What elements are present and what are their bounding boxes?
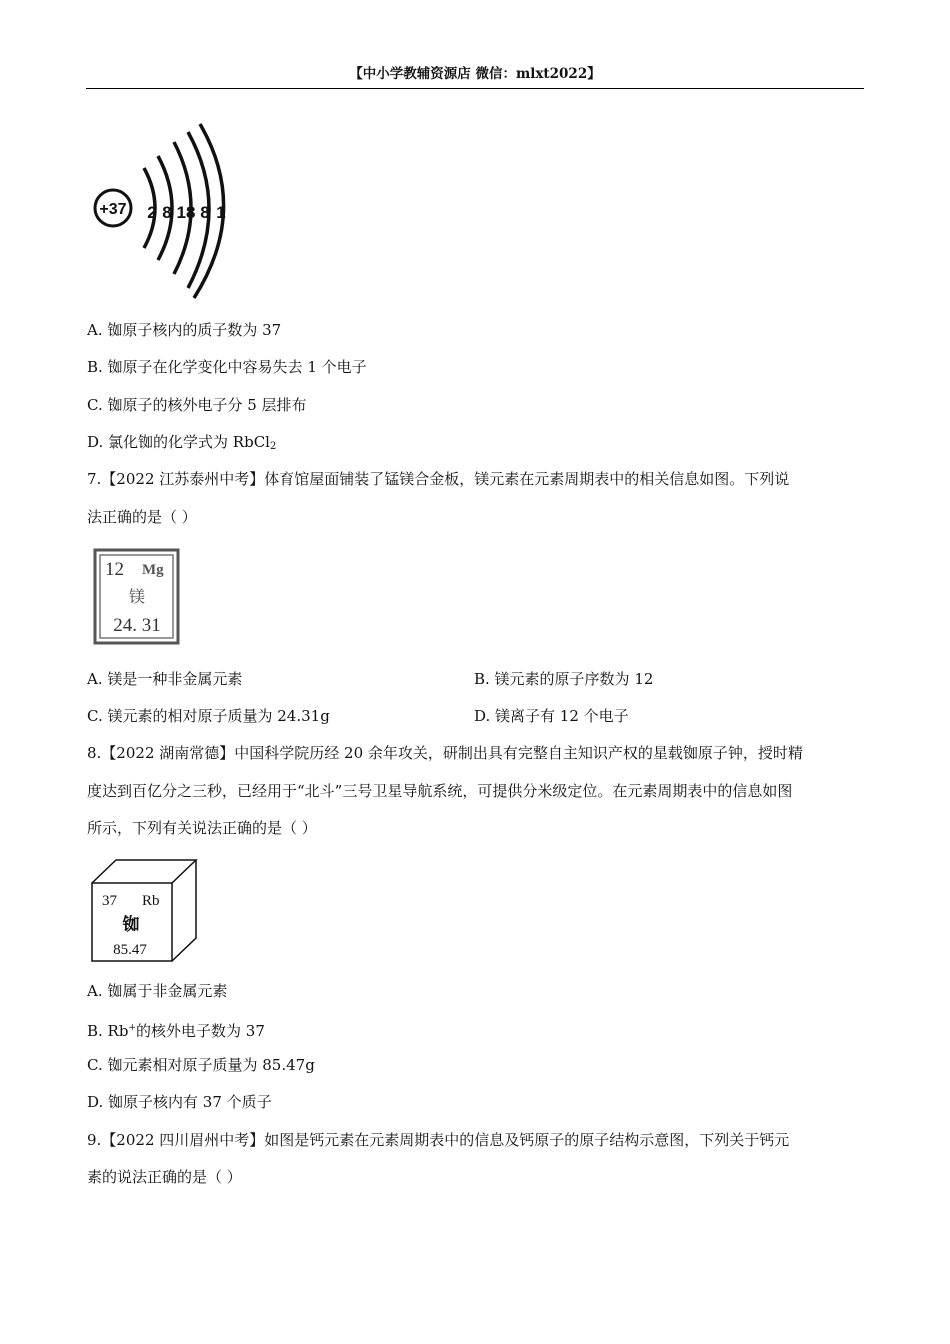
mg-atomic-mass: 24. 31 — [113, 615, 161, 636]
mg-name: 镁 — [128, 587, 146, 606]
rb-symbol: Rb — [142, 893, 160, 909]
q7-stem-line-1: 7.【2022 江苏泰州中考】体育馆屋面铺装了锰镁合金板，镁元素在元素周期表中的相关信息如图。下列说 — [87, 470, 790, 488]
nucleus-charge: +37 — [99, 201, 127, 218]
mg-symbol: Mg — [142, 562, 164, 578]
rb-cube-side-face — [172, 860, 196, 961]
q6-option-a: A. 铷原子核内的质子数为 37 — [87, 321, 282, 339]
page-header: 【中小学教辅资源店 微信：mlxt2022】 — [86, 64, 864, 89]
q8-option-d: D. 铷原子核内有 37 个质子 — [87, 1093, 272, 1111]
q8-stem-line-3: 所示，下列有关说法正确的是（ ） — [87, 819, 317, 837]
rb-atomic-mass: 85.47 — [113, 942, 147, 958]
q6-option-d-subscript: 2 — [269, 441, 277, 452]
q7-option-c: C. 镁元素的相对原子质量为 24.31g — [87, 707, 330, 725]
q8-option-b — [87, 1018, 265, 1041]
shell-electrons-2: 8 — [162, 203, 172, 222]
q8-option-b-superscript: + — [128, 1023, 137, 1033]
rb-name: 铷 — [122, 915, 140, 935]
q6-option-b: B. 铷原子在化学变化中容易失去 1 个电子 — [87, 358, 367, 376]
q9-stem-line-1: 9.【2022 四川眉州中考】如图是钙元素在元素周期表中的信息及钙原子的原子结构示意图，下列关于钙元 — [87, 1131, 790, 1149]
rb-cube-top-face — [92, 860, 196, 883]
q9-stem-line-2: 素的说法正确的是（ ） — [87, 1168, 242, 1186]
mg-atomic-number: 12 — [105, 559, 124, 580]
rubidium-element-cube — [90, 857, 202, 965]
shell-electrons-1: 2 — [147, 203, 157, 222]
q6-option-d-text: D. 氯化铷的化学式为 RbCl — [87, 433, 270, 451]
q8-stem-line-1: 8.【2022 湖南常德】中国科学院历经 20 余年攻关，研制出具有完整自主知识产权的星载铷原子钟，授时精 — [87, 744, 803, 762]
q8-option-b-suffix: 的核外电子数为 37 — [136, 1022, 265, 1040]
q6-option-d — [87, 432, 276, 457]
q8-option-c: C. 铷元素相对原子质量为 85.47g — [87, 1056, 315, 1074]
q8-stem-line-2: 度达到百亿分之三秒，已经用于“北斗”三号卫星导航系统，可提供分米级定位。在元素周期表中的信息如图 — [87, 782, 793, 800]
q7-stem-line-2: 法正确的是（ ） — [87, 508, 197, 526]
magnesium-element-tile — [92, 547, 182, 647]
q6-option-c: C. 铷原子的核外电子分 5 层排布 — [87, 396, 307, 414]
rubidium-atom-structure-diagram — [88, 120, 238, 305]
shell-electrons-3: 18 — [176, 203, 196, 222]
shell-electrons-5: 1 — [216, 203, 226, 222]
rb-atomic-number: 37 — [102, 893, 117, 909]
q8-option-b-prefix: B. Rb — [87, 1022, 129, 1040]
q7-option-a: A. 镁是一种非金属元素 — [87, 670, 243, 688]
q8-option-a: A. 铷属于非金属元素 — [87, 982, 228, 1000]
q7-option-b: B. 镁元素的原子序数为 12 — [474, 670, 654, 688]
q7-option-d: D. 镁离子有 12 个电子 — [474, 707, 629, 725]
shell-electrons-4: 8 — [200, 203, 210, 222]
